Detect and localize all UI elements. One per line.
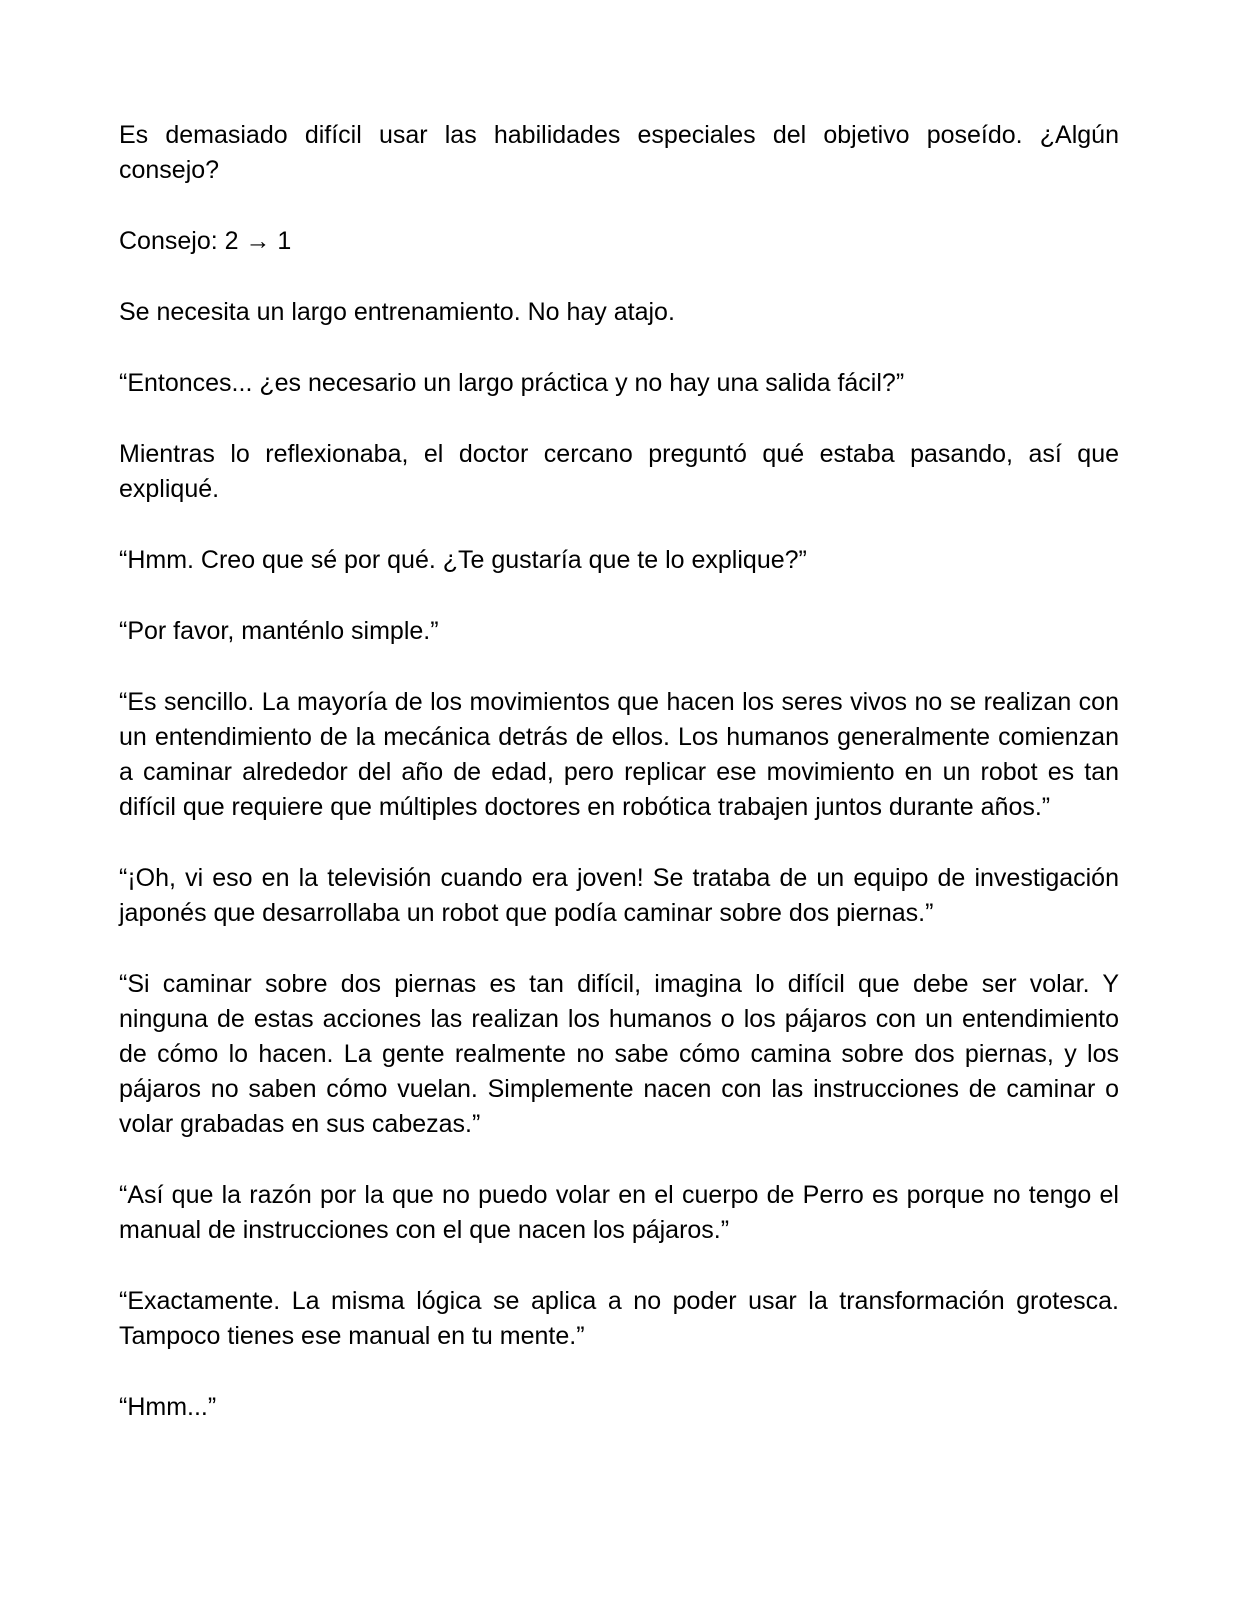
paragraph-dialogue: “Entonces... ¿es necesario un largo práctica y no hay una salida fácil?” <box>119 369 905 397</box>
paragraph-dialogue: “¡Oh, vi eso en la televisión cuando era joven! Se trataba de un equipo de investigación japonés que desarrollaba un robot que podía caminar sobre dos piernas.” <box>119 864 1119 927</box>
paragraph-dialogue: “Así que la razón por la que no puedo volar en el cuerpo de Perro es porque no tengo el manual de instrucciones con el que nacen los pájaros.” <box>119 1181 1119 1244</box>
paragraph-advice: Se necesita un largo entrenamiento. No hay atajo. <box>119 298 675 326</box>
paragraph-dialogue: “Por favor, manténlo simple.” <box>119 617 439 645</box>
paragraph-advice-header: Consejo: 2 → 1 <box>119 227 292 255</box>
paragraph-dialogue: “Hmm...” <box>119 1393 217 1421</box>
paragraph-dialogue: “Hmm. Creo que sé por qué. ¿Te gustaría que te lo explique?” <box>119 546 807 574</box>
paragraph-dialogue: “Es sencillo. La mayoría de los movimientos que hacen los seres vivos no se realizan con un entendimiento de la mecánica detrás de ellos. Los humanos generalmente comienzan a caminar alrededor del año de edad, pero replicar ese movimiento en un robot es tan difícil que requiere que múltiples doctores en robótica trabajen juntos durante años.” <box>119 688 1119 821</box>
paragraph-dialogue: “Si caminar sobre dos piernas es tan difícil, imagina lo difícil que debe ser volar. Y ninguna de estas acciones las realizan los humanos o los pájaros con un entendimiento de cómo lo hacen. La gente realmente no sabe cómo camina sobre dos piernas, y los pájaros no saben cómo vuelan. Simplemente nacen con las instrucciones de caminar o volar grabadas en sus cabezas.” <box>119 970 1119 1138</box>
paragraph-dialogue: “Exactamente. La misma lógica se aplica a no poder usar la transformación grotesca. Tampoco tienes ese manual en tu mente.” <box>119 1287 1119 1350</box>
paragraph-narration: Mientras lo reflexionaba, el doctor cercano preguntó qué estaba pasando, así que expliqué. <box>119 440 1119 503</box>
document-page <box>119 118 1119 1461</box>
paragraph-question: Es demasiado difícil usar las habilidades especiales del objetivo poseído. ¿Algún consejo? <box>119 121 1119 184</box>
